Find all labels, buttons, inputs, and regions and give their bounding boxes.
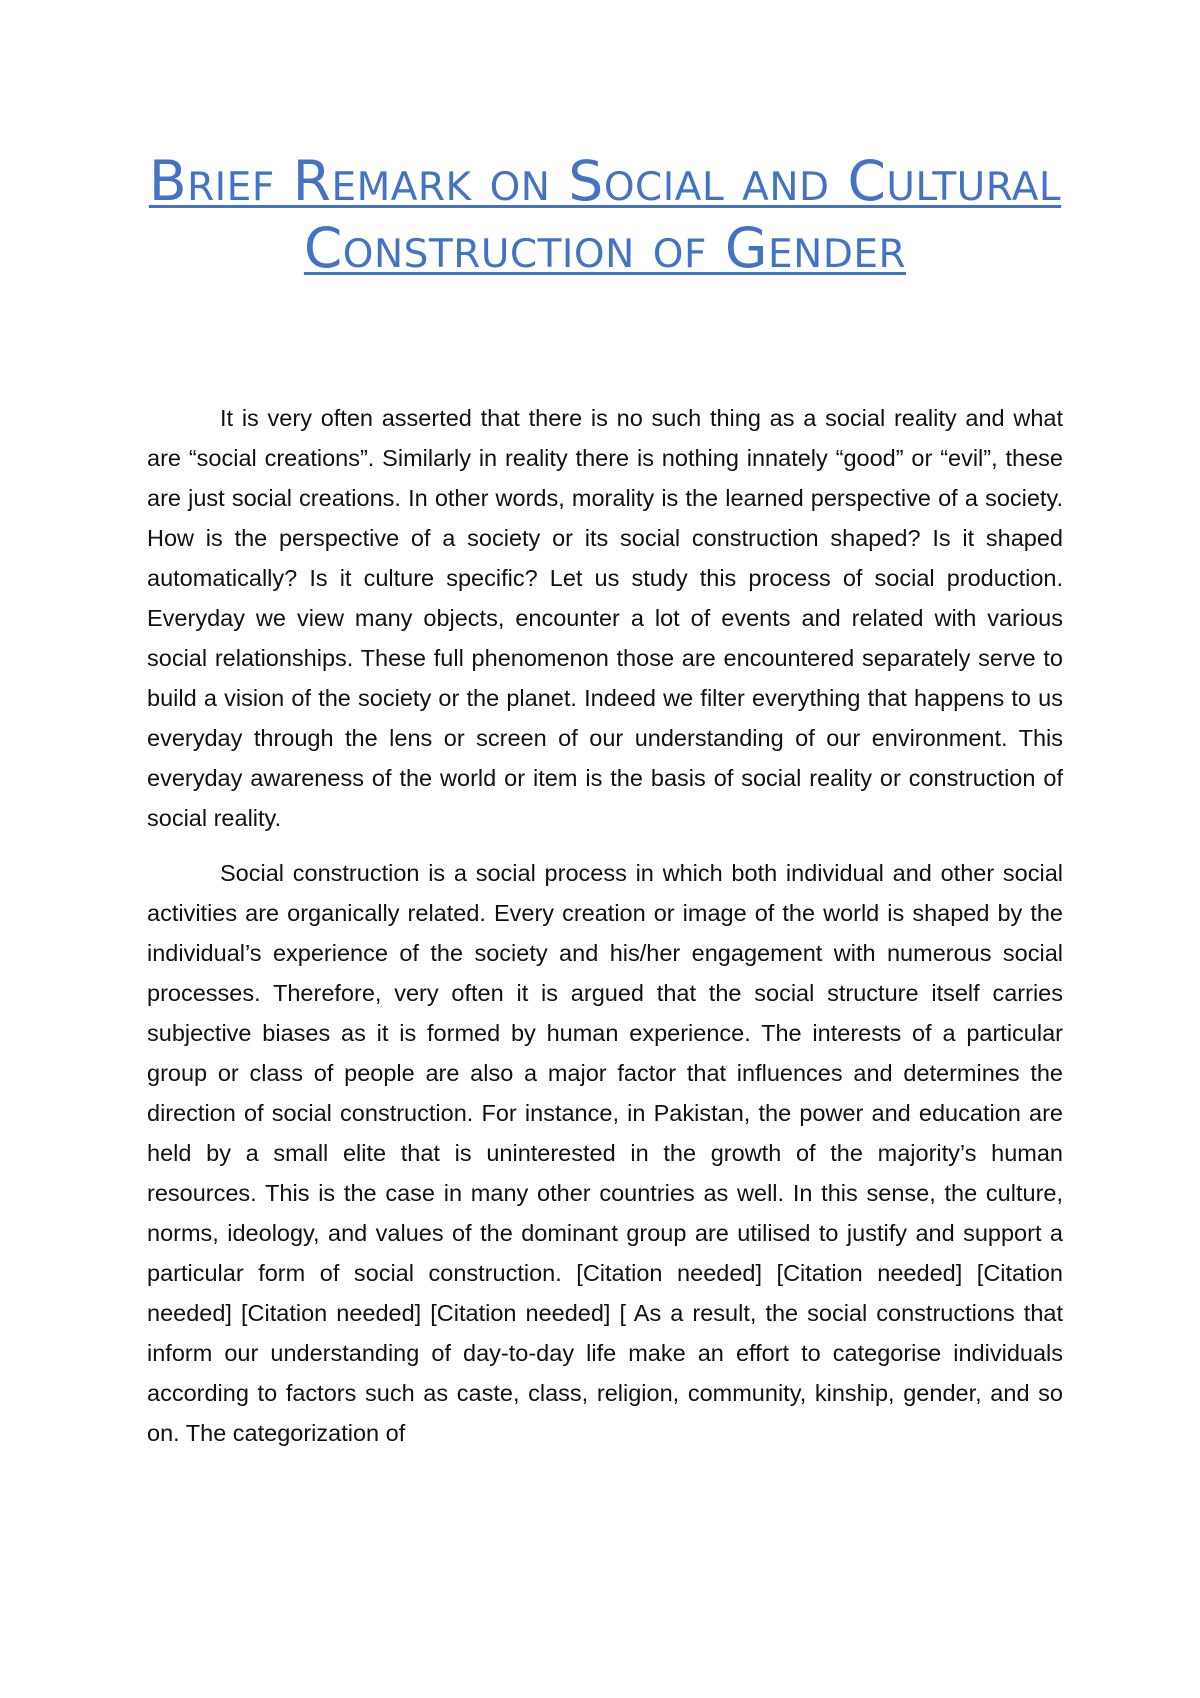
- paragraph-2: Social construction is a social process in which both individual and other social activities are organically related. Every creation or image of the world is shaped by the individual’s experience of the society and his/her engagement with numerous social processes. Therefore, very often it is argued that the social structure itself carries subjective biases as it is formed by human experience. The interests of a particular group or class of people are also a major factor that influences and determines the direction of social construction. For instance, in Pakistan, the power and education are held by a small elite that is uninterested in the growth of the majority’s human resources. This is the case in many other countries as well. In this sense, the culture, norms, ideology, and values of the dominant group are utilised to justify and support a particular form of social construction. [Citation needed] [Citation needed] [Citation needed] [Citation needed] [Citation needed] [ As a result, the social constructions that inform our understanding of day-to-day life make an effort to categorise individuals according to factors such as caste, class, religion, community, kinship, gender, and so on. The categorization of: [147, 860, 1063, 1446]
- document-body: [147, 398, 1063, 1468]
- paragraph-1: It is very often asserted that there is no such thing as a social reality and what are “social creations”. Similarly in reality there is nothing innately “good” or “evil”, these are just social creations. In other words, morality is the learned perspective of a society. How is the perspective of a society or its social construction shaped? Is it shaped automatically? Is it culture specific? Let us study this process of social production. Everyday we view many objects, encounter a lot of events and related with various social relationships. These full phenomenon those are encountered separately serve to build a vision of the society or the planet. Indeed we filter everything that happens to us everyday through the lens or screen of our understanding of our environment. This everyday awareness of the world or item is the basis of social reality or construction of social reality.: [147, 405, 1063, 831]
- document-title: Brief Remark on Social and Cultural Construction of Gender: [148, 149, 1062, 280]
